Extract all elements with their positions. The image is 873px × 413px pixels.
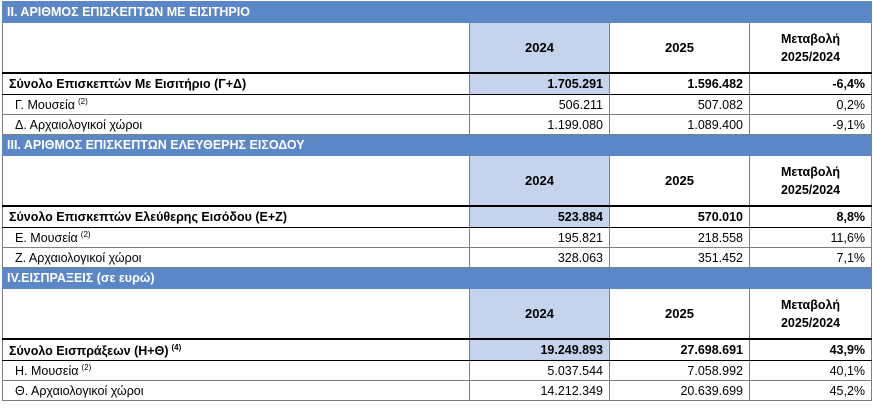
footnote-marker: (2) [80, 230, 91, 239]
column-header-row [3, 289, 872, 340]
table-row [3, 95, 872, 115]
header-year-2024: 2024 [470, 289, 610, 340]
total-label: Σύνολο Εισπράξεων (Η+Θ) $^{(4)}$ [3, 339, 470, 361]
header-blank-cell [3, 156, 470, 207]
total-row [3, 206, 872, 228]
section-header [3, 2, 872, 23]
table-row [3, 115, 872, 135]
row-change: 40,1% [750, 361, 872, 381]
header-change-line2: 2025/2024 [780, 49, 841, 64]
total-value-2025: 570.010 [610, 206, 750, 228]
row-label: Γ. Μουσεία $^{(2)}$ [3, 95, 470, 115]
row-value-2024: 1.199.080 [470, 115, 610, 135]
section-title: ΙΙΙ. ΑΡΙΘΜΟΣ ΕΠΙΣΚΕΠΤΩΝ ΕΛΕΥΘΕΡΗΣ ΕΙΣΟΔΟΥ [3, 135, 872, 156]
total-change: 8,8% [750, 206, 872, 228]
row-value-2024: 14.212.349 [470, 381, 610, 401]
row-label: Ζ. Αρχαιολογικοί χώροι [3, 248, 470, 268]
header-blank-cell [3, 289, 470, 340]
total-value-2025: 27.698.691 [610, 339, 750, 361]
header-year-2024: 2024 [470, 156, 610, 207]
table-row [3, 228, 872, 248]
section-header [3, 268, 872, 289]
section-title: ΙV.ΕΙΣΠΡΑΞΕΙΣ (σε ευρώ) [3, 268, 872, 289]
total-value-2024: 1.705.291 [470, 73, 610, 95]
header-year-2024: 2024 [470, 23, 610, 74]
row-change: 7,1% [750, 248, 872, 268]
footnote-marker: (4) [171, 342, 182, 352]
header-change-line2: 2025/2024 [780, 182, 841, 197]
total-row [3, 73, 872, 95]
total-value-2024: 19.249.893 [470, 339, 610, 361]
total-value-2024: 523.884 [470, 206, 610, 228]
row-label: Θ. Αρχαιολογικοί χώροι [3, 381, 470, 401]
footnote-marker: (2) [77, 97, 88, 106]
row-value-2025: 507.082 [610, 95, 750, 115]
footnote-marker: (2) [81, 363, 92, 372]
header-blank-cell [3, 23, 470, 74]
header-change [750, 156, 872, 207]
row-change: 11,6% [750, 228, 872, 248]
header-change-line1: Μεταβολή [780, 297, 841, 312]
row-value-2024: 195.821 [470, 228, 610, 248]
row-label: Ε. Μουσεία $^{(2)}$ [3, 228, 470, 248]
total-row [3, 339, 872, 361]
header-change [750, 23, 872, 74]
header-change [750, 289, 872, 340]
header-change-line2: 2025/2024 [780, 315, 841, 330]
total-label: Σύνολο Επισκεπτών Ελεύθερης Εισόδου (Ε+Ζ) [3, 206, 470, 228]
row-value-2024: 5.037.544 [470, 361, 610, 381]
table-row [3, 361, 872, 381]
row-value-2024: 328.063 [470, 248, 610, 268]
header-year-2025: 2025 [610, 156, 750, 207]
row-label: Η. Μουσεία $^{(2)}$ [3, 361, 470, 381]
total-label: Σύνολο Επισκεπτών Με Εισιτήριο (Γ+Δ) [3, 73, 470, 95]
row-value-2025: 218.558 [610, 228, 750, 248]
row-change: -9,1% [750, 115, 872, 135]
row-change: 45,2% [750, 381, 872, 401]
total-change: -6,4% [750, 73, 872, 95]
section-header [3, 135, 872, 156]
total-change: 43,9% [750, 339, 872, 361]
header-change-line1: Μεταβολή [780, 31, 841, 46]
header-change-line1: Μεταβολή [780, 164, 841, 179]
row-value-2025: 351.452 [610, 248, 750, 268]
row-value-2025: 7.058.992 [610, 361, 750, 381]
header-year-2025: 2025 [610, 23, 750, 74]
total-value-2025: 1.596.482 [610, 73, 750, 95]
section-title: ΙΙ. ΑΡΙΘΜΟΣ ΕΠΙΣΚΕΠΤΩΝ ΜΕ ΕΙΣΙΤΗΡΙΟ [3, 2, 872, 23]
row-value-2025: 20.639.699 [610, 381, 750, 401]
header-year-2025: 2025 [610, 289, 750, 340]
row-change: 0,2% [750, 95, 872, 115]
row-label: Δ. Αρχαιολογικοί χώροι [3, 115, 470, 135]
column-header-row [3, 156, 872, 207]
statistics-table [2, 1, 872, 401]
column-header-row [3, 23, 872, 74]
row-value-2024: 506.211 [470, 95, 610, 115]
row-value-2025: 1.089.400 [610, 115, 750, 135]
table-row [3, 248, 872, 268]
table-row [3, 381, 872, 401]
